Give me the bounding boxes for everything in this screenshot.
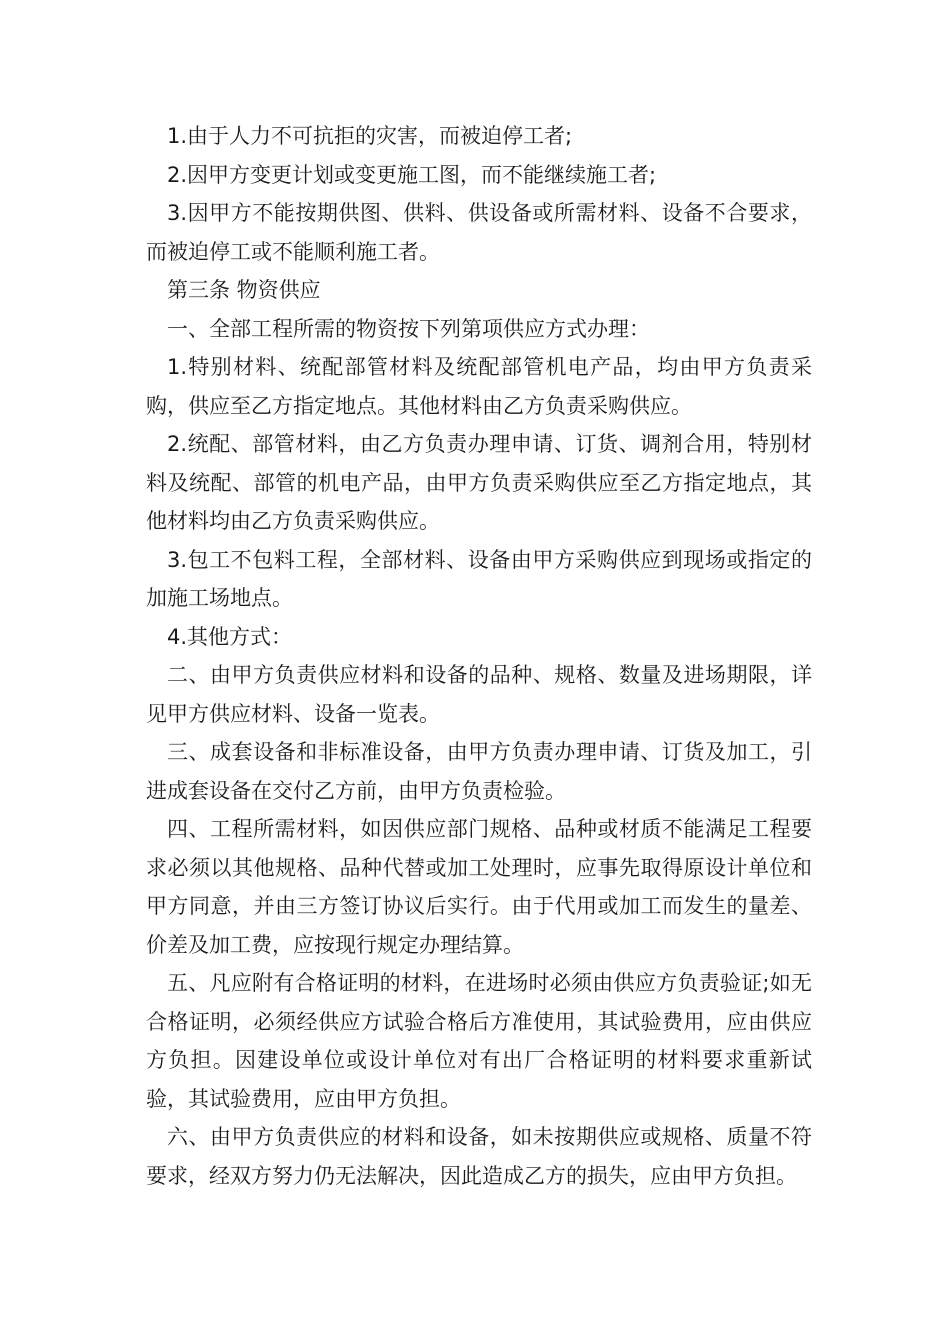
paragraph-method-1: 1.特别材料、统配部管材料及统配部管机电产品，均由甲方负责采购，供应至乙方指定地点。其他材料由乙方负责采购供应。 bbox=[146, 355, 812, 418]
paragraph-clause-3: 三、成套设备和非标准设备，由甲方负责办理申请、订货及加工，引进成套设备在交付乙方前，由甲方负责检验。 bbox=[146, 740, 812, 803]
paragraph-clause-4: 四、工程所需材料，如因供应部门规格、品种或材质不能满足工程要求必须以其他规格、品种代替或加工处理时，应事先取得原设计单位和甲方同意，并由三方签订协议后实行。由于代用或加工而发生的量差、价差及加工费，应按现行规定办理结算。 bbox=[146, 817, 812, 957]
paragraph-clause-6: 六、由甲方负责供应的材料和设备，如未按期供应或规格、质量不符要求，经双方努力仍无法解决，因此造成乙方的损失，应由甲方负担。 bbox=[146, 1125, 812, 1188]
paragraph-clause-2: 二、由甲方负责供应材料和设备的品种、规格、数量及进场期限，详见甲方供应材料、设备一览表。 bbox=[146, 663, 812, 726]
paragraph-method-3: 3.包工不包料工程，全部材料、设备由甲方采购供应到现场或指定的加施工场地点。 bbox=[146, 547, 812, 610]
paragraph-method-4: 4.其他方式： bbox=[167, 624, 293, 649]
section-heading-article-3: 第三条 物资供应 bbox=[167, 278, 321, 302]
document-body bbox=[146, 117, 812, 1195]
paragraph-supply-delay: 3.因甲方不能按期供图、供料、供设备或所需材料、设备不合要求，而被迫停工或不能顺利施工者。 bbox=[146, 201, 812, 264]
paragraph-clause-5: 五、凡应附有合格证明的材料，在进场时必须由供应方负责验证;如无合格证明，必须经供应方试验合格后方准使用，其试验费用，应由供应方负担。因建设单位或设计单位对有出厂合格证明的材料要求重新试验，其试验费用，应由甲方负担。 bbox=[146, 971, 812, 1111]
paragraph-force-majeure: 1.由于人力不可抗拒的灾害，而被迫停工者; bbox=[167, 124, 573, 148]
paragraph-method-2: 2.统配、部管材料，由乙方负责办理申请、订货、调剂合用，特别材料及统配、部管的机电产品，由甲方负责采购供应至乙方指定地点，其他材料均由乙方负责采购供应。 bbox=[146, 432, 812, 533]
paragraph-plan-change: 2.因甲方变更计划或变更施工图，而不能继续施工者; bbox=[167, 162, 657, 187]
paragraph-supply-method: 一、全部工程所需的物资按下列第项供应方式办理： bbox=[167, 316, 650, 341]
